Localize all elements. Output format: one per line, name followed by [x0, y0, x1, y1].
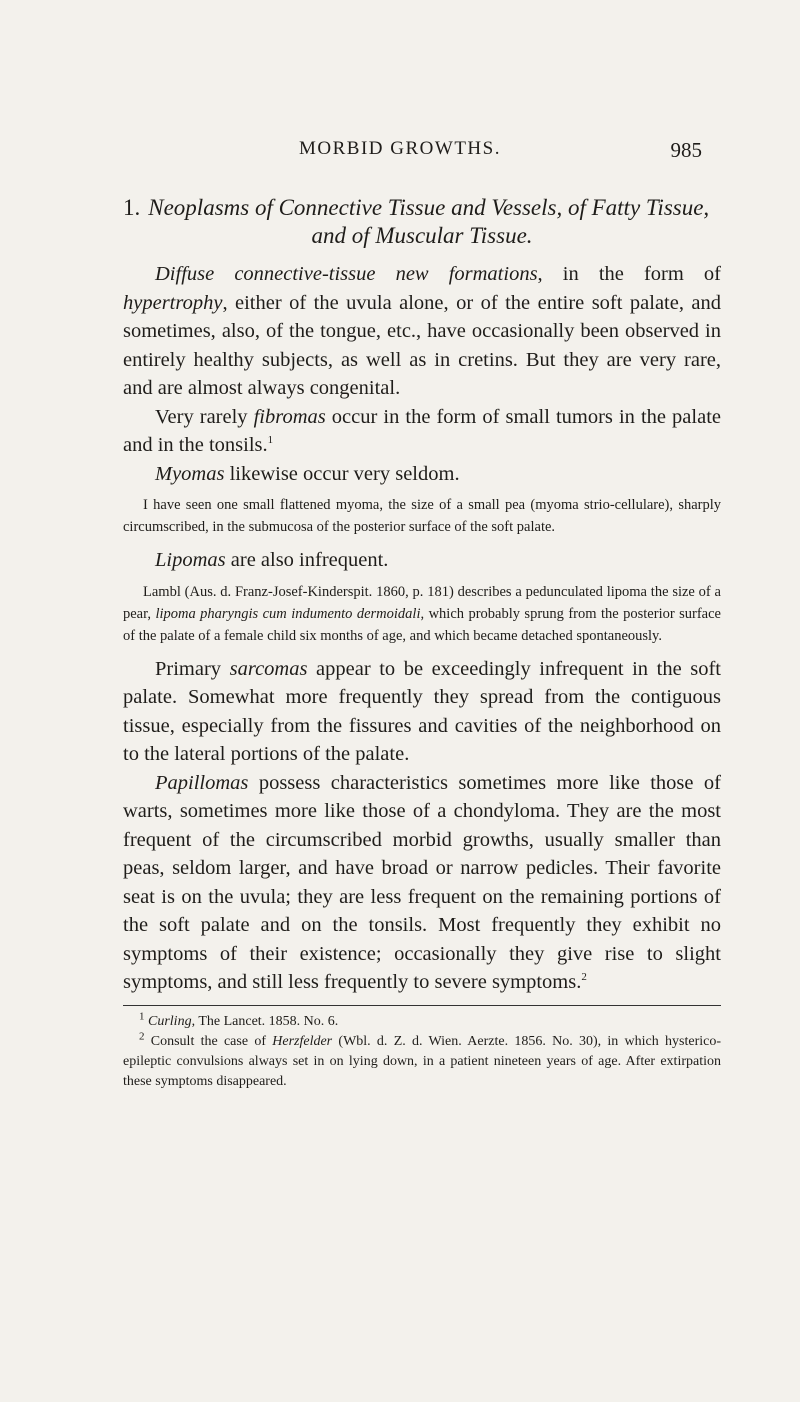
page-body [123, 194, 721, 1092]
term-myomas: Myomas [155, 462, 225, 485]
paragraph-myomas: Myomas likewise occur very seldom. [155, 462, 460, 485]
section-title-line-1: Neoplasms of Connective Tissue and Vessels, of Fatty Tissue, [148, 195, 710, 220]
footnote-ref-1: 1 [267, 434, 274, 447]
term-hypertrophy: hypertrophy [123, 291, 223, 314]
paragraph-lipomas: Lipomas are also infrequent. [155, 549, 389, 571]
footnote-divider [123, 1005, 721, 1006]
term-diffuse: Diffuse connective-tissue new formations [155, 263, 538, 285]
running-head [0, 138, 800, 168]
term-lipomas: Lipomas [155, 549, 226, 571]
note-myoma: I have seen one small flattened myoma, the size of a small pea (myoma strio-cellulare), sharply circumscribed, in the submucosa of the posterior surface of the soft palate. [123, 497, 721, 535]
term-fibromas: fibromas [253, 405, 326, 428]
paragraph-fibromas: Very rarely fibromas occur in the form of small tumors in the palate and in the tonsils.$^1$ [123, 405, 721, 456]
footnote-1: $^1$ Curling, The Lancet. 1858. No. 6. [139, 1009, 339, 1029]
section-number: 1. [123, 195, 141, 220]
page-number: 985 [670, 138, 702, 162]
footnote-ref-2: 2 [581, 971, 587, 984]
section-heading [123, 194, 721, 250]
note-lambl: Lambl (Aus. d. Franz-Josef-Kinderspit. 1860, p. 181) describes a pedunculated lipoma the size of a pear, lipoma pharyngis cum indumento dermoidali, which probably sprung from the posterior surface of the palate of a female child six months of age, and which became detached spontaneously. [123, 583, 721, 644]
term-papillomas: Papillomas [155, 771, 249, 794]
term-sarcomas: sarcomas [229, 657, 308, 680]
latin-term: lipoma pharyngis cum indumento dermoidali [155, 605, 421, 622]
section-title-line-2: and of Muscular Tissue. [311, 223, 533, 248]
paragraph-sarcomas: Primary sarcomas appear to be exceedingly infrequent in the soft palate. Somewhat more frequently they spread from the contiguous tissue, especially from the fissures and cavities of the neighborhood on to the lateral portions of the palate. [123, 657, 722, 765]
footnote-2: $^2$ Consult the case of Herzfelder (Wbl. d. Z. d. Wien. Aerzte. 1856. No. 30), in which hysterico-epileptic convulsions always set in on lying down, in a patient nineteen years of age. After extirpation these symptoms disappeared. [123, 1029, 722, 1089]
paragraph-papillomas: Papillomas possess characteristics sometimes more like those of warts, sometimes more like those of a chondyloma. They are the most frequent of the circumscribed morbid growths, usually smaller than peas, seldom larger, and have broad or narrow pedicles. Their favorite seat is on the uvula; they are less frequent on the remaining portions of the soft palate and on the tonsils. Most frequently they exhibit no symptoms of their existence; occasionally they give rise to slight symptoms, and still less frequently to severe symptoms.$^2$ [123, 771, 721, 993]
running-title: MORBID GROWTHS. [299, 138, 501, 159]
paragraph-diffuse: Diffuse connective-tissue new formations, in the form of hypertrophy, either of the uvula alone, or of the entire soft palate, and sometimes, also, of the tongue, etc., have occasionally been observed in entirely healthy subjects, as well as in cretins. But they are very rare, and are almost always congenital. [123, 263, 721, 399]
